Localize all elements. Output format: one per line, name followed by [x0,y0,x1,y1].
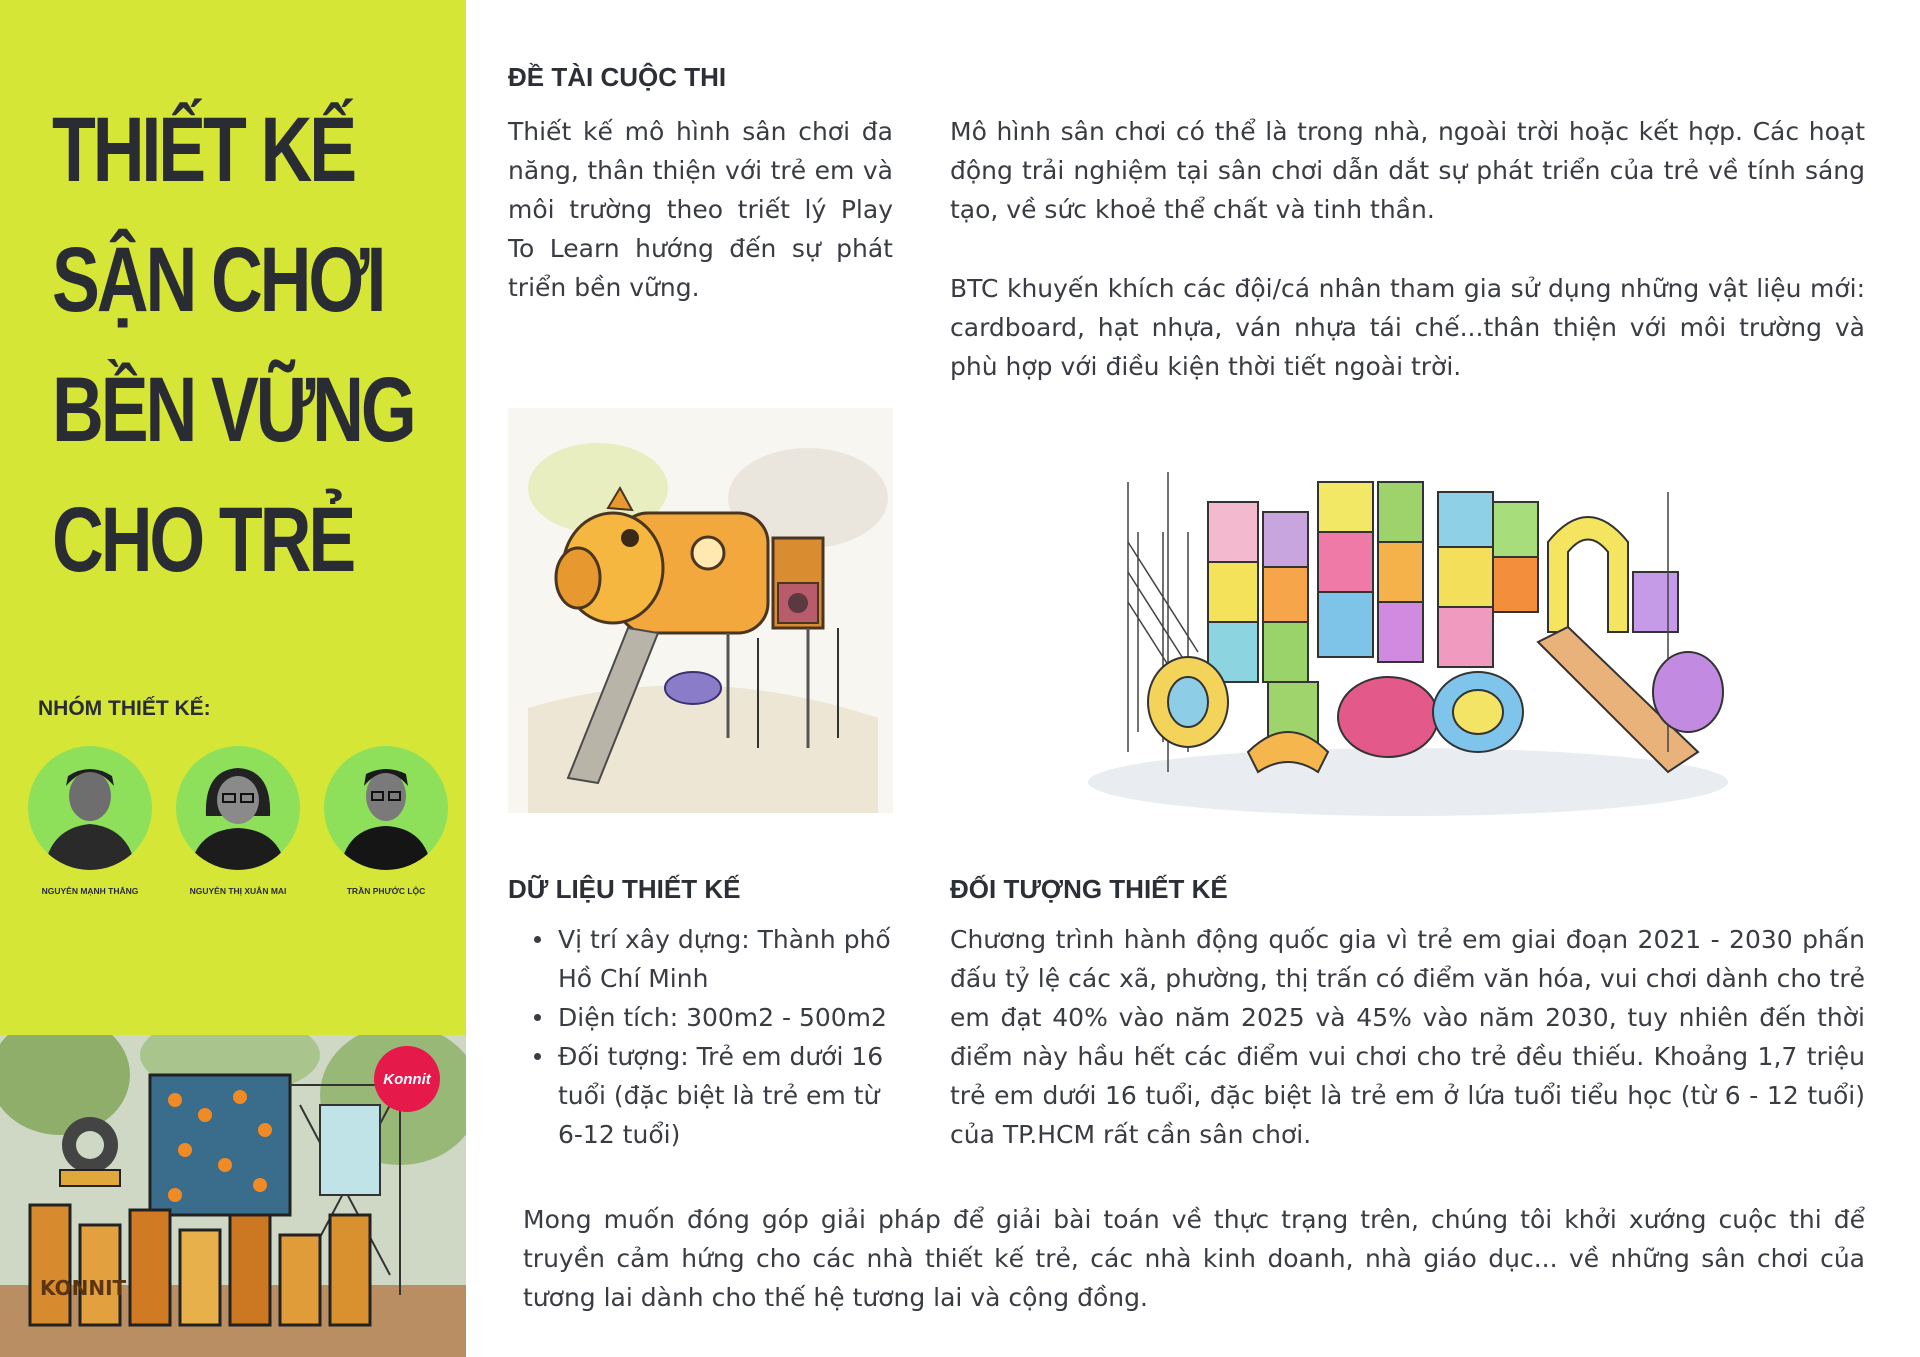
member-name: NGUYỄN MẠNH THẮNG [41,886,139,896]
closing-paragraph: Mong muốn đóng góp giải pháp để giải bài toán về thực trạng trên, chúng tôi khởi xướng cuộc thi để truyền cảm hứng cho các nhà thiết kế trẻ, các nhà kinh doanh, nhà giáo dục... về những sân chơi của tương lai dành cho thế hệ tương lai và cộng đồng. [523,1205,1865,1312]
title-line: BỀN VỮNG [52,359,414,461]
topic-paragraph-2: BTC khuyến khích các đội/cá nhân tham gia sử dụng những vật liệu mới: cardboard, hạt nhựa, ván nhựa tái chế...thân thiện với môi trường và phù hợp với điều kiện thời tiết ngoài trời. [950,274,1865,381]
team-member [311,746,461,896]
team-label: NHÓM THIẾT KẾ: [38,697,211,720]
list-item: Vị trí xây dựng: Thành phố Hồ Chí Minh [508,920,908,998]
avatar [324,746,448,870]
target-heading: ĐỐI TƯỢNG THIẾT KẾ [950,874,1228,904]
pig-playground-sketch [508,408,893,813]
target-paragraph: Chương trình hành động quốc gia vì trẻ em giai đoạn 2021 - 2030 phấn đấu tỷ lệ các xã, phường, thị trấn có điểm văn hóa, vui chơi dành cho trẻ em đạt 40% vào năm 2025 và 45% vào năm 2030, tuy nhiên đến thời điểm này hầu hết các điểm vui chơi cho trẻ đều thiếu. Khoảng 1,7 triệu trẻ em dưới 16 tuổi, đặc biệt là trẻ em ở lứa tuổi tiểu học (từ 6 - 12 tuổi) của TP.HCM rất cần sân chơi. [950,925,1865,1149]
title-line: THIẾT KẾ [52,99,354,201]
sidebar [0,0,466,1357]
avatar [28,746,152,870]
team-member [15,746,165,896]
art-text: KONNIT [40,1276,127,1300]
title-line: SẬN CHƠI [52,229,384,331]
topic-heading: ĐỀ TÀI CUỘC THI [508,62,727,92]
blocks-playground-sketch [1068,452,1748,816]
avatar [176,746,300,870]
list-item: Đối tượng: Trẻ em dưới 16 tuổi (đặc biệt là trẻ em từ 6-12 tuổi) [508,1037,908,1154]
poster-title [52,85,414,605]
data-heading: DỮ LIỆU THIẾT KẾ [508,874,741,904]
konnit-badge: Konnit [374,1046,440,1112]
title-line: CHO TRẺ [52,489,354,591]
member-name: NGUYỄN THỊ XUÂN MAI [189,886,287,896]
data-list [508,920,908,1154]
topic-paragraph-1: Mô hình sân chơi có thể là trong nhà, ngoài trời hoặc kết hợp. Các hoạt động trải nghiệm tại sân chơi dẫn dắt sự phát triển của trẻ về tính sáng tạo, về sức khoẻ thể chất và tinh thần. [950,117,1865,224]
member-name: TRẦN PHƯỚC LỘC [346,886,426,896]
team-member [163,746,313,896]
topic-summary: Thiết kế mô hình sân chơi đa năng, thân thiện với trẻ em và môi trường theo triết lý Play To Learn hướng đến sự phát triển bền vững. [508,117,893,302]
list-item: Diện tích: 300m2 - 500m2 [508,998,908,1037]
